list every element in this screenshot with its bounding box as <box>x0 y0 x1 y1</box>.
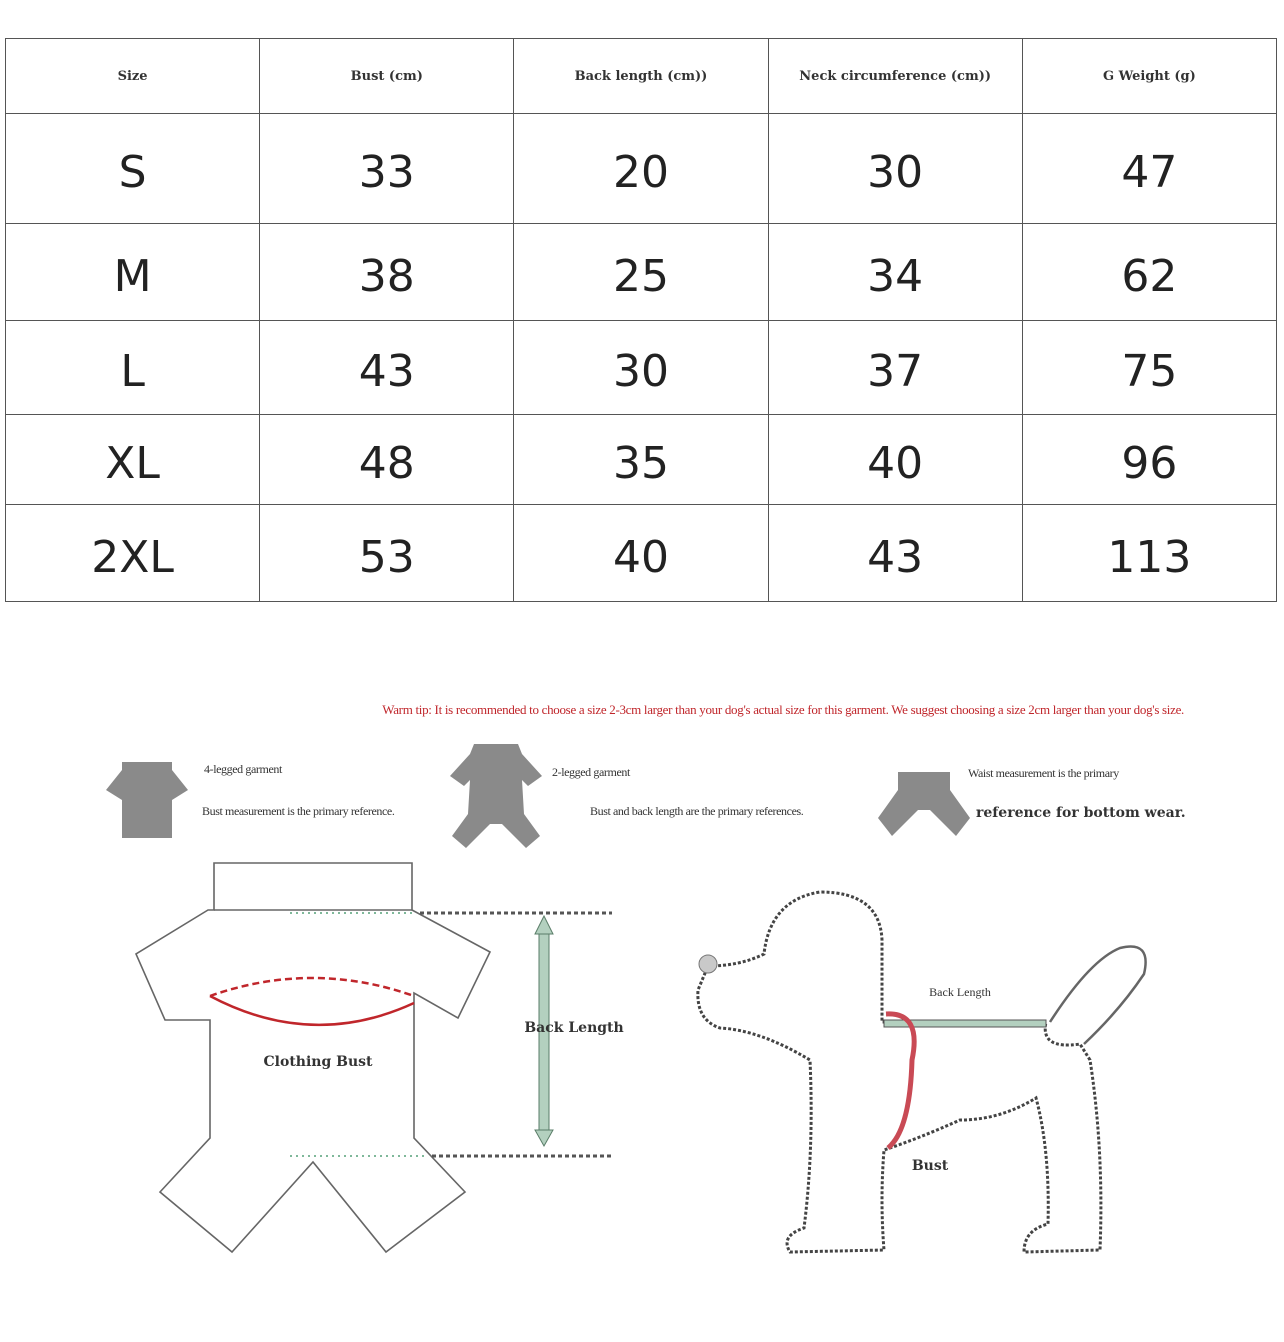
cell-size: 2XL <box>6 505 260 602</box>
cell-weight: 96 <box>1022 415 1276 505</box>
pants-icon <box>876 770 972 838</box>
back-length-label: Back Length <box>524 1020 624 1036</box>
cell-bust: 38 <box>260 224 514 321</box>
cell-back-length: 20 <box>514 114 768 224</box>
table-row <box>6 321 1277 415</box>
warm-tip: Warm tip: It is recommended to choose a size 2-3cm larger than your dog's actual size for this garment. We suggest choosing a size 2cm larger than your dog's size. <box>382 702 1184 717</box>
bottom-wear-title: Waist measurement is the primary <box>968 766 1119 780</box>
dog-nose-icon <box>699 955 717 973</box>
cell-size: M <box>6 224 260 321</box>
cell-neck: 37 <box>768 321 1022 415</box>
cell-bust: 43 <box>260 321 514 415</box>
table-row <box>6 224 1277 321</box>
header-back-length: Back length (cm)) <box>514 39 768 114</box>
header-size: Size <box>6 39 260 114</box>
cell-size: L <box>6 321 260 415</box>
garment-2leg-note: Bust and back length are the primary references. <box>590 804 804 818</box>
table-row <box>6 505 1277 602</box>
cell-weight: 62 <box>1022 224 1276 321</box>
jumpsuit-icon <box>446 742 546 850</box>
garment-4leg-title: 4-legged garment <box>204 762 282 776</box>
header-weight: G Weight (g) <box>1022 39 1276 114</box>
table-header-row <box>6 39 1277 114</box>
shirt-icon <box>104 760 190 840</box>
header-bust: Bust (cm) <box>260 39 514 114</box>
dog-outline <box>698 892 1101 1252</box>
cell-bust: 53 <box>260 505 514 602</box>
cell-back-length: 35 <box>514 415 768 505</box>
cell-bust: 33 <box>260 114 514 224</box>
size-chart-table <box>5 38 1277 602</box>
cell-weight: 113 <box>1022 505 1276 602</box>
dog-back-length-label: Back Length <box>929 985 991 999</box>
clothing-bust-label: Clothing Bust <box>263 1054 373 1070</box>
cell-weight: 47 <box>1022 114 1276 224</box>
cell-back-length: 40 <box>514 505 768 602</box>
table-row <box>6 415 1277 505</box>
cell-back-length: 30 <box>514 321 768 415</box>
bottom-wear-note: reference for bottom wear. <box>976 805 1186 821</box>
garment-4leg-note: Bust measurement is the primary reference. <box>202 804 395 818</box>
garment-measure-diagram <box>0 850 1284 1270</box>
cell-neck: 40 <box>768 415 1022 505</box>
cell-size: XL <box>6 415 260 505</box>
header-neck: Neck circumference (cm)) <box>768 39 1022 114</box>
cell-size: S <box>6 114 260 224</box>
cell-weight: 75 <box>1022 321 1276 415</box>
dog-bust-label: Bust <box>911 1158 949 1174</box>
dog-bust-band <box>886 1014 914 1148</box>
cell-back-length: 25 <box>514 224 768 321</box>
cell-bust: 48 <box>260 415 514 505</box>
dog-tail <box>1050 946 1146 1044</box>
cell-neck: 43 <box>768 505 1022 602</box>
cell-neck: 34 <box>768 224 1022 321</box>
cell-neck: 30 <box>768 114 1022 224</box>
garment-2leg-title: 2-legged garment <box>552 765 630 779</box>
table-row <box>6 114 1277 224</box>
